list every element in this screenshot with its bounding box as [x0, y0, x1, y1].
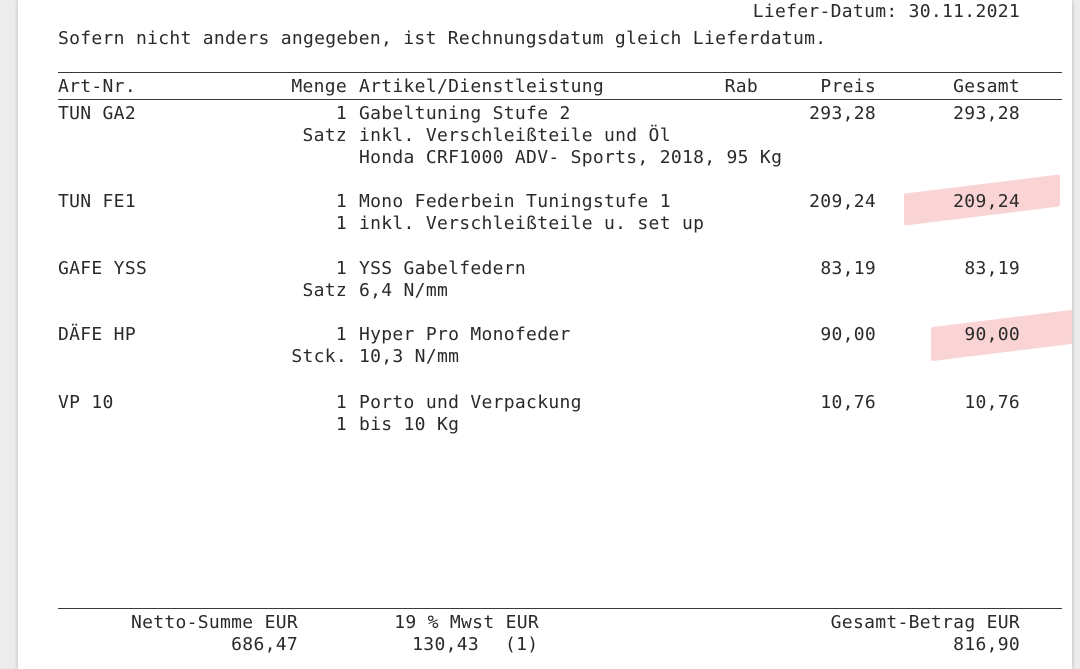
item-unit: 1: [335, 213, 347, 234]
gesamt-betrag-label: Gesamt-Betrag EUR: [830, 612, 1020, 633]
item-detail: inkl. Verschleißteile u. set up: [359, 213, 705, 234]
item-preis: 10,76: [820, 392, 876, 413]
totals-rule: [58, 608, 1062, 609]
col-rab: Rab: [724, 76, 758, 97]
col-artikel: Artikel/Dienstleistung: [359, 76, 605, 97]
item-menge: 1: [335, 392, 347, 413]
mwst-note: (1): [505, 634, 539, 655]
item-preis: 90,00: [820, 324, 876, 345]
col-menge: Menge: [291, 76, 347, 97]
item-menge: 1: [335, 324, 347, 345]
table-top-rule: [58, 72, 1062, 73]
item-unit: Stck.: [291, 346, 347, 367]
netto-label: Netto-Summe EUR: [130, 612, 298, 633]
mwst-label: 19 % Mwst EUR: [394, 612, 539, 633]
delivery-date: Liefer-Datum: 30.11.2021: [752, 1, 1020, 22]
item-gesamt: 10,76: [964, 392, 1020, 413]
item-artikel: Mono Federbein Tuningstufe 1: [359, 191, 671, 212]
item-preis: 293,28: [809, 103, 876, 124]
item-unit: Satz: [302, 125, 347, 146]
item-detail: Honda CRF1000 ADV- Sports, 2018, 95 Kg: [359, 147, 783, 168]
col-gesamt: Gesamt: [953, 76, 1020, 97]
item-detail: inkl. Verschleißteile und Öl: [359, 125, 671, 146]
item-preis: 83,19: [820, 258, 876, 279]
item-gesamt: 83,19: [964, 258, 1020, 279]
item-menge: 1: [335, 191, 347, 212]
item-unit: Satz: [302, 280, 347, 301]
item-artikel: Hyper Pro Monofeder: [359, 324, 571, 345]
item-artikel: Porto und Verpackung: [359, 392, 582, 413]
item-art-nr: DÄFE HP: [58, 324, 136, 345]
netto-value: 686,47: [231, 634, 298, 655]
item-art-nr: VP 10: [58, 392, 114, 413]
item-gesamt: 293,28: [953, 103, 1020, 124]
table-header-rule: [58, 99, 1062, 100]
item-preis: 209,24: [809, 191, 876, 212]
item-art-nr: TUN GA2: [58, 103, 136, 124]
item-art-nr: TUN FE1: [58, 191, 136, 212]
gesamt-betrag-value: 816,90: [953, 634, 1020, 655]
item-artikel: Gabeltuning Stufe 2: [359, 103, 571, 124]
col-preis: Preis: [820, 76, 876, 97]
invoice-date-note: Sofern nicht anders angegeben, ist Rechnungsdatum gleich Lieferdatum.: [58, 28, 827, 49]
item-detail: 10,3 N/mm: [359, 346, 460, 367]
invoice-page: [18, 0, 1072, 669]
item-detail: 6,4 N/mm: [359, 280, 449, 301]
col-art-nr: Art-Nr.: [58, 76, 136, 97]
item-gesamt: 209,24: [953, 191, 1020, 212]
item-menge: 1: [335, 258, 347, 279]
item-gesamt: 90,00: [964, 324, 1020, 345]
item-art-nr: GAFE YSS: [58, 258, 148, 279]
item-unit: 1: [335, 414, 347, 435]
item-artikel: YSS Gabelfedern: [359, 258, 527, 279]
item-detail: bis 10 Kg: [359, 414, 460, 435]
mwst-value: 130,43: [412, 634, 479, 655]
item-menge: 1: [335, 103, 347, 124]
